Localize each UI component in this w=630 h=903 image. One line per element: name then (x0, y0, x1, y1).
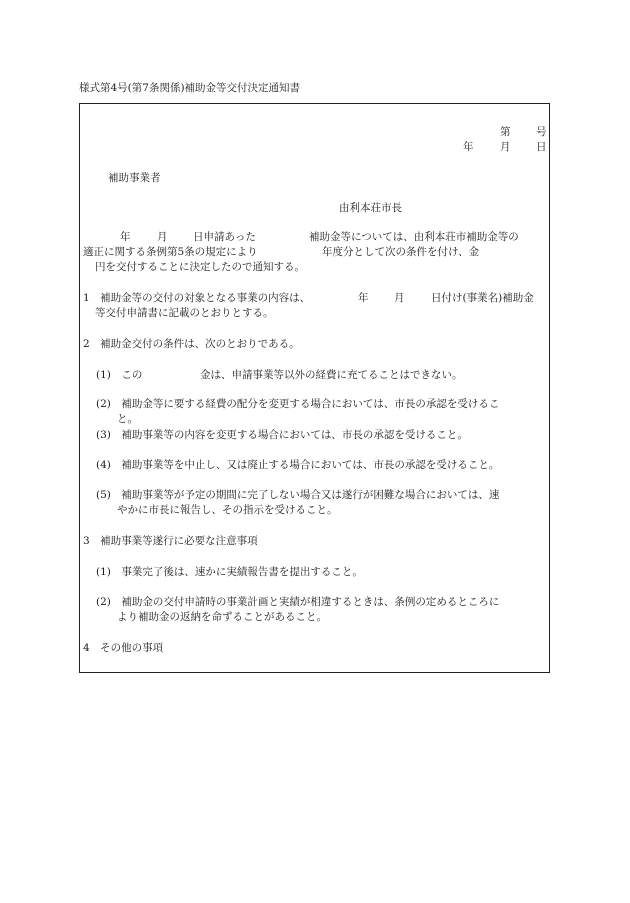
section2-item5-line2: やかに市長に報告し、その指示を受けること。 (117, 504, 338, 516)
section1-line2: 等交付申請書に記載のとおりとする。 (95, 307, 274, 319)
issuer: 由利本荘市長 (339, 202, 402, 214)
section1-line1-a: 1 補助金等の交付の対象となる事業の内容は、 (83, 292, 311, 304)
section1-year: 年 (358, 292, 369, 304)
section3-heading: 3 補助事業等遂行に必要な注意事項 (83, 535, 258, 547)
number-go: 号 (536, 126, 547, 138)
intro-line2-a: 適正に関する条例第5条の規定により (83, 246, 258, 258)
intro-day: 日申請あった (193, 231, 256, 243)
number-dai: 第 (500, 126, 511, 138)
date-month: 月 (500, 141, 511, 153)
section2-item2-line2: と。 (117, 413, 138, 425)
section4-heading: 4 その他の事項 (83, 642, 164, 654)
section2-item4: (4) 補助事業等を中止し、又は廃止する場合においては、市長の承認を受けること。 (96, 459, 500, 471)
section2-heading: 2 補助金交付の条件は、次のとおりである。 (83, 338, 300, 350)
section1-month: 月 (394, 292, 405, 304)
section3-item2-line1: (2) 補助金の交付申請時の事業計画と実績が相違するときは、条例の定めるところに (96, 596, 500, 608)
section3-item1: (1) 事業完了後は、速かに実績報告書を提出すること。 (96, 566, 363, 578)
section2-item1-b: 金は、申請事業等以外の経費に充てることはできない。 (200, 369, 463, 381)
section2-item5-line1: (5) 補助事業等が予定の期間に完了しない場合又は遂行が困難な場合においては、速 (96, 489, 500, 501)
section2-item2-line1: (2) 補助金等に要する経費の配分を変更する場合においては、市長の承認を受けるこ (96, 398, 500, 410)
intro-line1-rest: 補助金等については、由利本荘市補助金等の (309, 231, 519, 243)
section3-item2-line2: より補助金の返納を命ずることがあること。 (117, 611, 327, 623)
intro-line3: 円を交付することに決定したので通知する。 (95, 261, 305, 273)
section1-line1-b: 日付け(事業名)補助金 (431, 292, 534, 304)
date-day: 日 (536, 141, 547, 153)
date-year: 年 (463, 141, 474, 153)
section2-item3: (3) 補助事業等の内容を変更する場合においては、市長の承認を受けること。 (96, 429, 468, 441)
addressee: 補助事業者 (108, 172, 161, 184)
intro-line2-b: 年度分として次の条件を付け、金 (322, 246, 480, 258)
form-title: 様式第4号(第7条関係)補助金等交付決定通知書 (79, 82, 301, 94)
notice-frame (79, 103, 550, 673)
intro-month: 月 (157, 231, 168, 243)
intro-year: 年 (120, 231, 131, 243)
section2-item1-a: (1) この (96, 369, 143, 381)
